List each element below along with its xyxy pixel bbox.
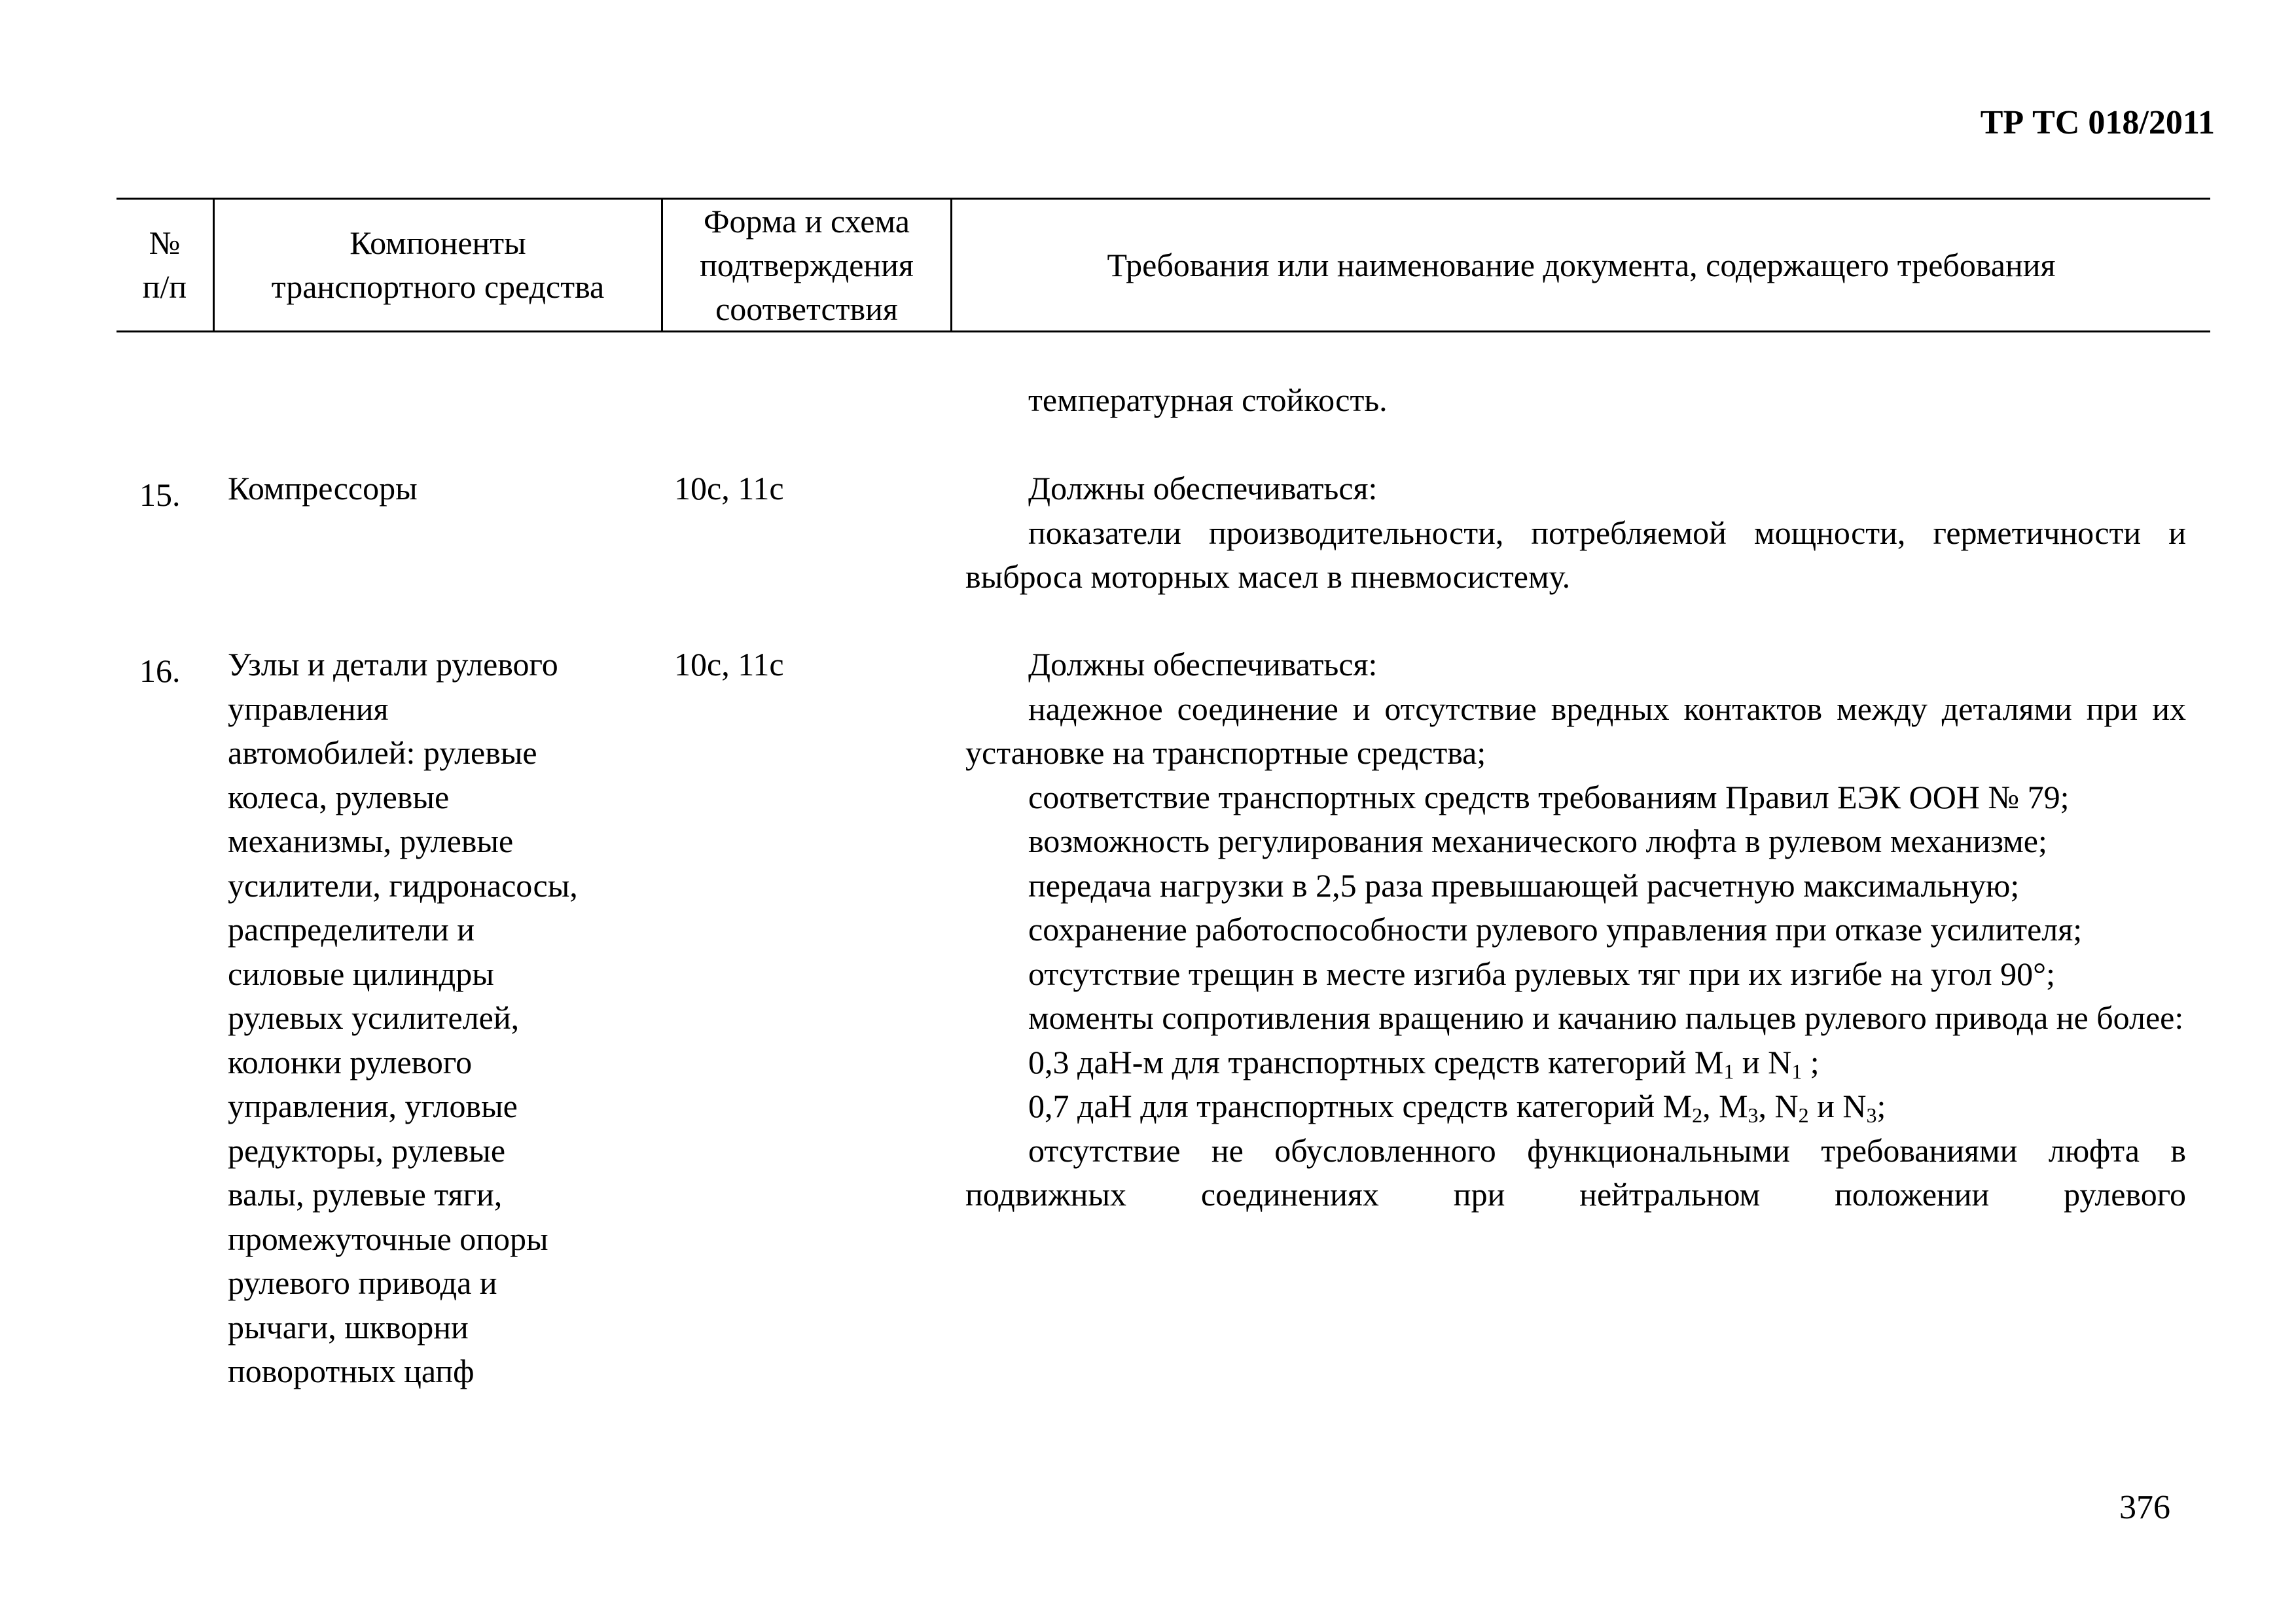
header-component-line: Компоненты xyxy=(350,224,526,261)
conformity-scheme: 10с, 11с xyxy=(674,470,784,507)
page-number: 376 xyxy=(2119,1489,2170,1526)
subscript: 2 xyxy=(1798,1103,1809,1127)
header-component-line: транспортного средства xyxy=(271,268,605,305)
header-number-abbrev: п/п xyxy=(142,268,187,305)
header-scheme-line: подтверждения xyxy=(700,246,914,283)
component-line: валы, рулевые тяги, xyxy=(228,1176,503,1213)
component-line: Узлы и детали рулевого xyxy=(228,646,558,683)
component-line: механизмы, рулевые xyxy=(228,823,514,859)
component-line: редукторы, рулевые xyxy=(228,1132,506,1169)
header-cell-scheme xyxy=(663,200,950,330)
component-line: колеса, рулевые xyxy=(228,778,450,815)
subscript: 1 xyxy=(1791,1059,1803,1083)
requirements-block xyxy=(965,643,2186,1217)
requirement-line: сохранение работоспособности рулевого управления при отказе усилителя; xyxy=(1028,911,2083,948)
requirement-line: соответствие транспортных средств требованиям Правил ЕЭК ООН № 79; xyxy=(1028,778,2070,815)
limit-text: , N xyxy=(1758,1088,1799,1124)
limit-line-2 xyxy=(965,1084,2186,1129)
component-line: рулевого привода и xyxy=(228,1264,497,1301)
row-number: 15. xyxy=(139,476,181,513)
table-header-rule xyxy=(117,330,2210,332)
header-scheme-line: Форма и схема xyxy=(704,202,910,240)
component-line: поворотных цапф xyxy=(228,1353,475,1389)
requirement-line: показатели производительности, потребляемой мощности, герметичности и выброса моторных масел в пневмосистему. xyxy=(965,514,2186,595)
component-line: распределители и xyxy=(228,911,475,948)
header-cell-number xyxy=(117,200,213,330)
requirement-line: отсутствие не обусловленного функциональными требованиями люфта в подвижных соединениях при нейтральном положении рулевого xyxy=(965,1132,2186,1213)
component-line: управления xyxy=(228,690,389,727)
document-code: ТР ТС 018/2011 xyxy=(1980,104,2215,141)
limit-text: , М xyxy=(1702,1088,1748,1124)
component-line: рычаги, шкворни xyxy=(228,1308,469,1346)
continuation-text xyxy=(965,378,2186,423)
component-line: силовые цилиндры xyxy=(228,955,494,992)
requirement-line: надежное соединение и отсутствие вредных контактов между деталями при их установке на транспортные средства; xyxy=(965,690,2186,771)
header-requirements-label: Требования или наименование документа, содержащего требования xyxy=(1107,246,2056,283)
requirement-line: температурная стойкость. xyxy=(1028,382,1388,418)
requirement-line: возможность регулирования механического люфта в рулевом механизме; xyxy=(1028,823,2047,859)
subscript: 1 xyxy=(1723,1059,1734,1083)
component-line: автомобилей: рулевые xyxy=(228,734,537,771)
limit-text: ; xyxy=(1876,1088,1886,1124)
component-line: управления, угловые xyxy=(228,1088,518,1124)
limit-text: и N xyxy=(1808,1088,1867,1124)
component-line: рулевых усилителей, xyxy=(228,999,520,1036)
subscript: 3 xyxy=(1866,1103,1877,1127)
header-scheme-line: соответствия xyxy=(715,290,898,327)
requirement-line: отсутствие трещин в месте изгиба рулевых тяг при их изгибе на угол 90°; xyxy=(1028,955,2055,992)
requirements-block xyxy=(965,467,2186,599)
limit-line-1 xyxy=(965,1041,2186,1085)
subscript: 3 xyxy=(1748,1103,1759,1127)
header-number-symbol: № xyxy=(149,224,181,261)
limit-text: 0,3 даН-м для транспортных средств категорий М xyxy=(1028,1043,1724,1080)
component-line: усилители, гидронасосы, xyxy=(228,866,578,904)
requirement-line: Должны обеспечиваться: xyxy=(1028,646,1378,683)
requirement-line: моменты сопротивления вращению и качанию пальцев рулевого привода не более: xyxy=(1028,999,2184,1036)
subscript: 2 xyxy=(1692,1103,1703,1127)
limit-text: 0,7 даН для транспортных средств категорий М xyxy=(1028,1088,1693,1124)
component-line: промежуточные опоры xyxy=(228,1220,548,1257)
limit-text: и N xyxy=(1734,1043,1792,1080)
component-name xyxy=(228,643,647,1394)
requirement-line: передача нагрузки в 2,5 раза превышающей расчетную максимальную; xyxy=(1028,866,2020,904)
conformity-scheme: 10с, 11с xyxy=(674,646,784,683)
header-cell-requirements xyxy=(952,200,2210,330)
limit-text: ; xyxy=(1802,1043,1820,1080)
component-name: Компрессоры xyxy=(228,470,418,507)
row-number: 16. xyxy=(139,652,181,689)
component-line: колонки рулевого xyxy=(228,1043,473,1080)
header-cell-component xyxy=(215,200,661,330)
requirement-line: Должны обеспечиваться: xyxy=(1028,470,1378,507)
